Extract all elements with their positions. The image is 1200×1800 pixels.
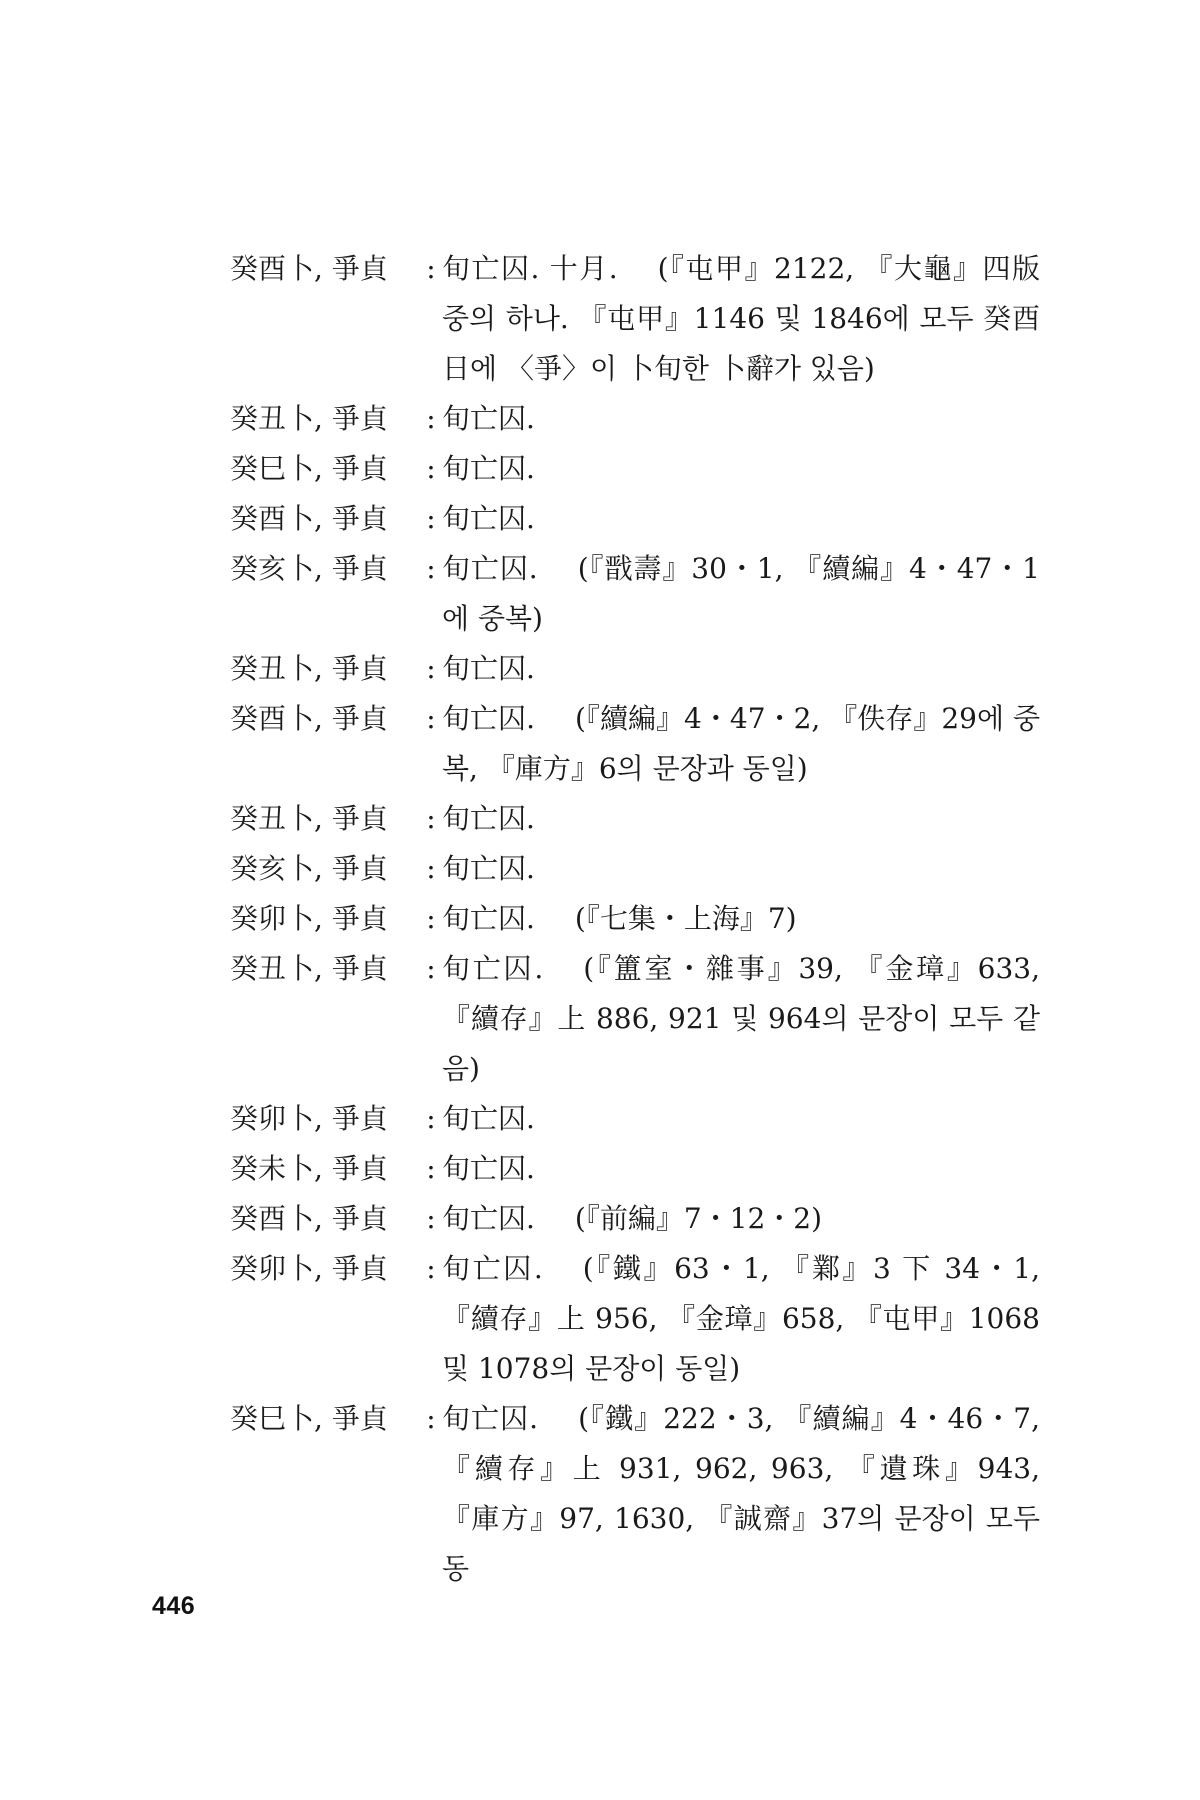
entry-label: 癸丑卜, 爭貞 <box>230 802 388 835</box>
entry-text: 旬亡囚. <box>442 452 535 485</box>
entry-label: 癸丑卜, 爭貞 <box>230 952 388 985</box>
entry-7: 癸酉卜, 爭貞 : 旬亡囚. (『續編』4・47・2, 『佚存』29에 중복, 『庫方』6의 문장과 동일) <box>230 694 1040 794</box>
entry-4: 癸酉卜, 爭貞 : 旬亡囚. <box>230 494 1040 544</box>
entry-text: 旬亡囚. <box>442 402 535 435</box>
entry-label: 癸丑卜, 爭貞 <box>230 652 388 685</box>
entry-text: 旬亡囚. <box>442 1252 543 1285</box>
entry-12: 癸卯卜, 爭貞 : 旬亡囚. <box>230 1094 1040 1144</box>
entry-13: 癸未卜, 爭貞 : 旬亡囚. <box>230 1144 1040 1194</box>
entry-label: 癸巳卜, 爭貞 <box>230 452 388 485</box>
entry-5: 癸亥卜, 爭貞 : 旬亡囚. (『戬壽』30・1, 『續編』4・47・1 에 중복) <box>230 544 1040 644</box>
entry-note: (『戬壽』30・1, 『續編』4・47・1 에 중복) <box>442 552 1040 635</box>
entry-label: 癸巳卜, 爭貞 <box>230 1402 388 1435</box>
entry-label: 癸酉卜, 爭貞 <box>230 252 388 285</box>
entry-label: 癸卯卜, 爭貞 <box>230 1102 388 1135</box>
entry-9: 癸亥卜, 爭貞 : 旬亡囚. <box>230 844 1040 894</box>
entry-text: 旬亡囚. <box>442 502 535 535</box>
entry-15: 癸卯卜, 爭貞 : 旬亡囚. (『鐵』63・1, 『鄴』3 下 34・1, 『續存』上 956, 『金璋』658, 『屯甲』1068 및 1078의 문장이 동일) <box>230 1244 1040 1394</box>
entry-text: 旬亡囚. <box>442 1102 535 1135</box>
entry-8: 癸丑卜, 爭貞 : 旬亡囚. <box>230 794 1040 844</box>
entry-text: 旬亡囚. <box>442 802 535 835</box>
entry-text: 旬亡囚. <box>442 952 544 985</box>
entry-16: 癸巳卜, 爭貞 : 旬亡囚. (『鐵』222・3, 『續編』4・46・7, 『續存』上 931, 962, 963, 『遺珠』943, 『庫方』97, 1630, 『誠齋』37의 문장이 모두 동 <box>230 1394 1040 1594</box>
entry-11: 癸丑卜, 爭貞 : 旬亡囚. (『簠室・雜事』39, 『金璋』633, 『續存』上 886, 921 및 964의 문장이 모두 같음) <box>230 944 1040 1094</box>
entry-note: (『屯甲』2122, 『大龜』四版 중의 하나. 『屯甲』1146 및 1846에 모두 癸酉日에 〈爭〉이 卜旬한 卜辭가 있음) <box>442 252 1041 385</box>
entry-label: 癸亥卜, 爭貞 <box>230 852 388 885</box>
entry-label: 癸酉卜, 爭貞 <box>230 702 388 735</box>
page-number: 446 <box>152 1592 196 1620</box>
entry-text: 旬亡囚. <box>442 902 535 935</box>
entry-14: 癸酉卜, 爭貞 : 旬亡囚. (『前編』7・12・2) <box>230 1194 1040 1244</box>
entry-3: 癸巳卜, 爭貞 : 旬亡囚. <box>230 444 1040 494</box>
entry-text: 旬亡囚. <box>442 1152 535 1185</box>
entry-text: 旬亡囚. 十月. <box>442 252 618 285</box>
entry-label: 癸酉卜, 爭貞 <box>230 502 388 535</box>
entry-note: (『前編』7・12・2) <box>574 1202 823 1235</box>
entry-text: 旬亡囚. <box>442 1202 535 1235</box>
entry-text: 旬亡囚. <box>442 552 538 585</box>
entry-text: 旬亡囚. <box>442 852 535 885</box>
entry-label: 癸酉卜, 爭貞 <box>230 1202 388 1235</box>
entry-6: 癸丑卜, 爭貞 : 旬亡囚. <box>230 644 1040 694</box>
entry-note: (『七集・上海』7) <box>574 902 797 935</box>
entry-label: 癸丑卜, 爭貞 <box>230 402 388 435</box>
entry-label: 癸卯卜, 爭貞 <box>230 902 388 935</box>
divination-entries <box>230 244 1040 1594</box>
entry-label: 癸亥卜, 爭貞 <box>230 552 388 585</box>
entry-text: 旬亡囚. <box>442 652 535 685</box>
entry-note: (『續編』4・47・2, 『佚存』29에 중복, 『庫方』6의 문장과 동일) <box>442 702 1040 785</box>
entry-note: (『鐵』63・1, 『鄴』3 下 34・1, 『續存』上 956, 『金璋』658, 『屯甲』1068 및 1078의 문장이 동일) <box>442 1252 1040 1385</box>
entry-label: 癸卯卜, 爭貞 <box>230 1252 388 1285</box>
entry-note: (『鐵』222・3, 『續編』4・46・7, 『續存』上 931, 962, 963, 『遺珠』943, 『庫方』97, 1630, 『誠齋』37의 문장이 모두 동 <box>442 1402 1040 1585</box>
entry-note: (『簠室・雜事』39, 『金璋』633, 『續存』上 886, 921 및 964의 문장이 모두 같음) <box>442 952 1041 1085</box>
entry-2: 癸丑卜, 爭貞 : 旬亡囚. <box>230 394 1040 444</box>
entry-1: 癸酉卜, 爭貞 : 旬亡囚. 十月. (『屯甲』2122, 『大龜』四版 중의 하나. 『屯甲』1146 및 1846에 모두 癸酉日에 〈爭〉이 卜旬한 卜辭가 있음) <box>230 244 1040 394</box>
entry-10: 癸卯卜, 爭貞 : 旬亡囚. (『七集・上海』7) <box>230 894 1040 944</box>
entry-text: 旬亡囚. <box>442 702 535 735</box>
entry-label: 癸未卜, 爭貞 <box>230 1152 388 1185</box>
entry-text: 旬亡囚. <box>442 1402 539 1435</box>
